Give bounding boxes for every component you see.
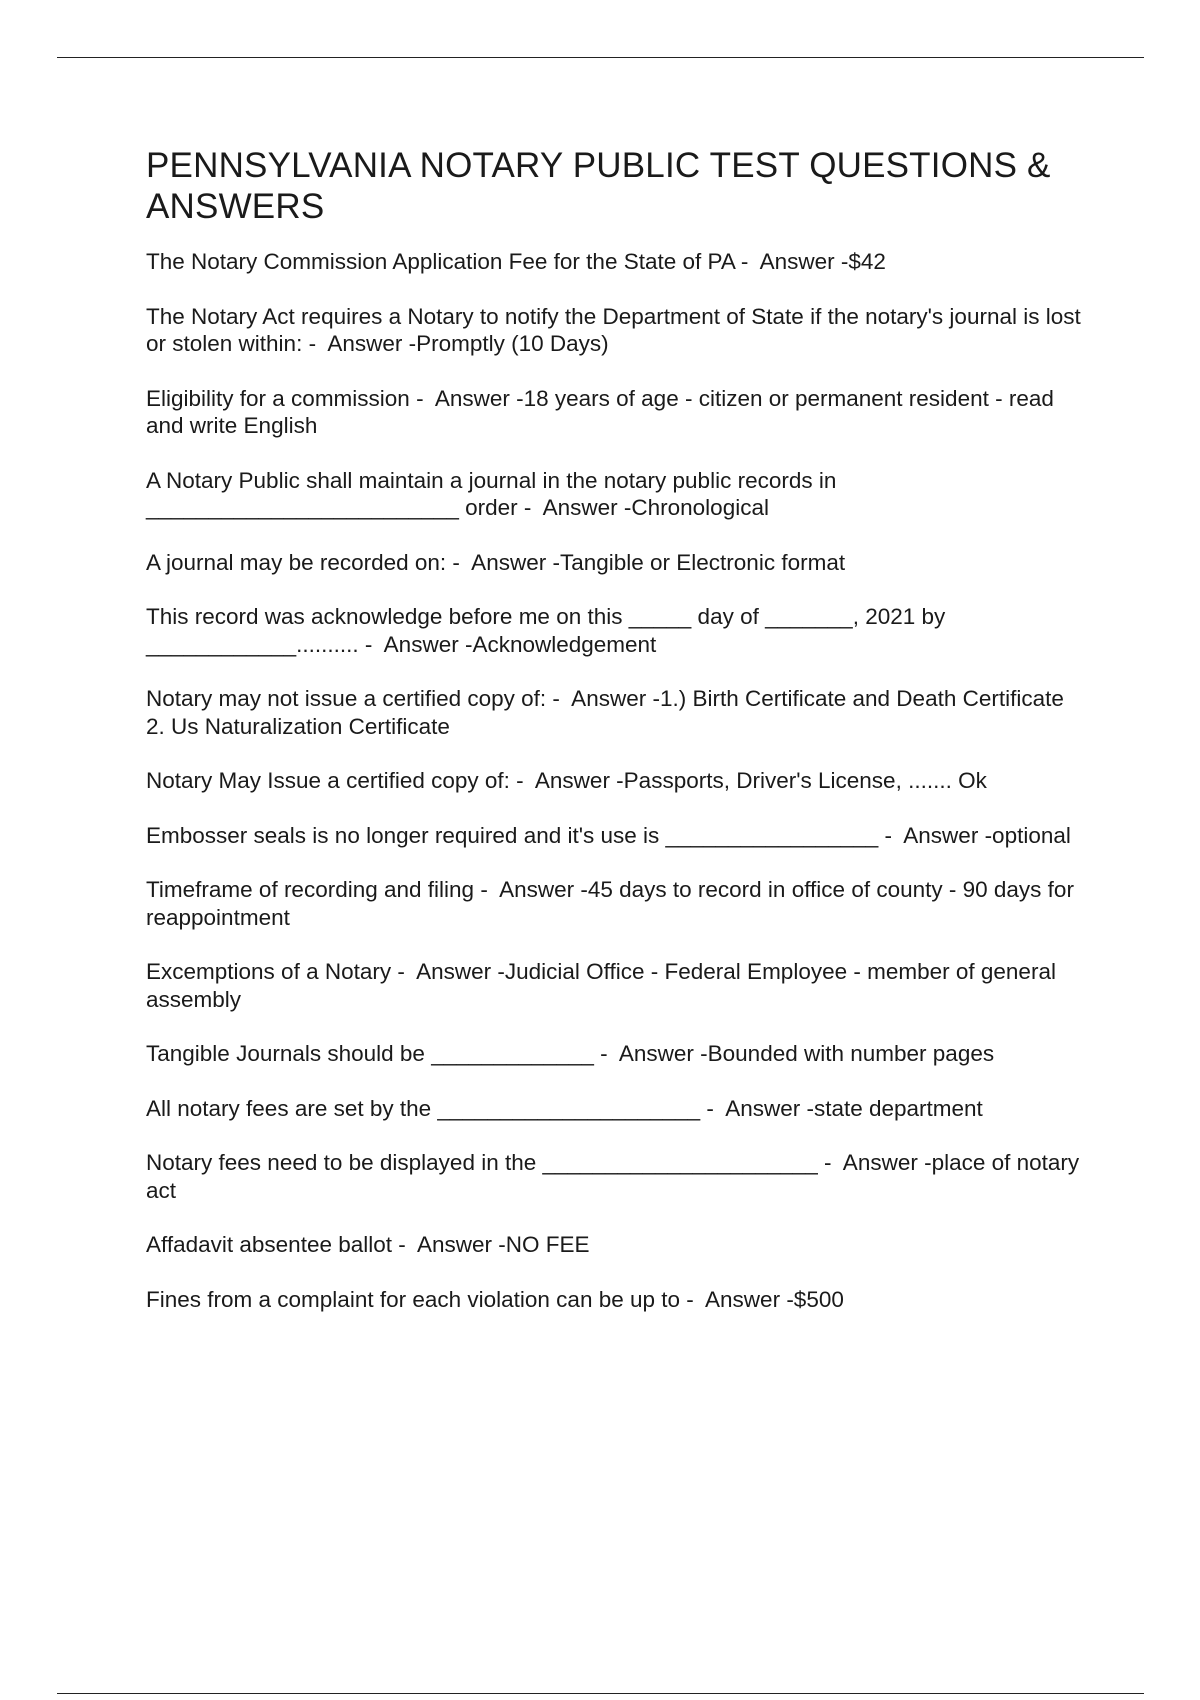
qa-item: All notary fees are set by the _____________________ - Answer -state department bbox=[146, 1095, 983, 1121]
top-divider bbox=[57, 57, 1144, 58]
qa-item: Embosser seals is no longer required and it's use is _________________ - Answer -optional bbox=[146, 822, 1071, 848]
qa-item: Timeframe of recording and filing - Answer -45 days to record in office of county - 90 days for reappointment bbox=[146, 877, 1081, 930]
qa-item: The Notary Act requires a Notary to notify the Department of State if the notary's journal is lost or stolen within: - Answer -Promptly (10 Days) bbox=[146, 303, 1088, 356]
document-body bbox=[146, 145, 1096, 1340]
qa-item: Notary fees need to be displayed in the ______________________ - Answer -place of notary act bbox=[146, 1150, 1086, 1203]
qa-item: Affadavit absentee ballot - Answer -NO FEE bbox=[146, 1232, 590, 1257]
qa-item: Fines from a complaint for each violation can be up to - Answer -$500 bbox=[146, 1286, 844, 1312]
qa-item: A Notary Public shall maintain a journal in the notary public records in _________________________ order - Answer -Chronological bbox=[146, 467, 843, 520]
qa-item: Notary May Issue a certified copy of: - Answer -Passports, Driver's License, ....... Ok bbox=[146, 768, 987, 793]
qa-item: The Notary Commission Application Fee for the State of PA - Answer -$42 bbox=[146, 249, 886, 274]
qa-item: Notary may not issue a certified copy of: - Answer -1.) Birth Certificate and Death Certificate 2. Us Naturalization Certificate bbox=[146, 686, 1064, 739]
qa-item: Tangible Journals should be _____________ - Answer -Bounded with number pages bbox=[146, 1041, 995, 1066]
page-title: PENNSYLVANIA NOTARY PUBLIC TEST QUESTIONS & ANSWERS bbox=[146, 146, 1051, 226]
qa-item: This record was acknowledge before me on this _____ day of _______, 2021 by ____________.......... - Answer -Acknowledgement bbox=[146, 604, 952, 657]
bottom-divider bbox=[57, 1693, 1144, 1694]
qa-item: Eligibility for a commission - Answer -18 years of age - citizen or permanent resident - read and write English bbox=[146, 385, 1061, 438]
qa-item: Excemptions of a Notary - Answer -Judicial Office - Federal Employee - member of general assembly bbox=[146, 959, 1063, 1012]
qa-item: A journal may be recorded on: - Answer -Tangible or Electronic format bbox=[146, 549, 846, 575]
